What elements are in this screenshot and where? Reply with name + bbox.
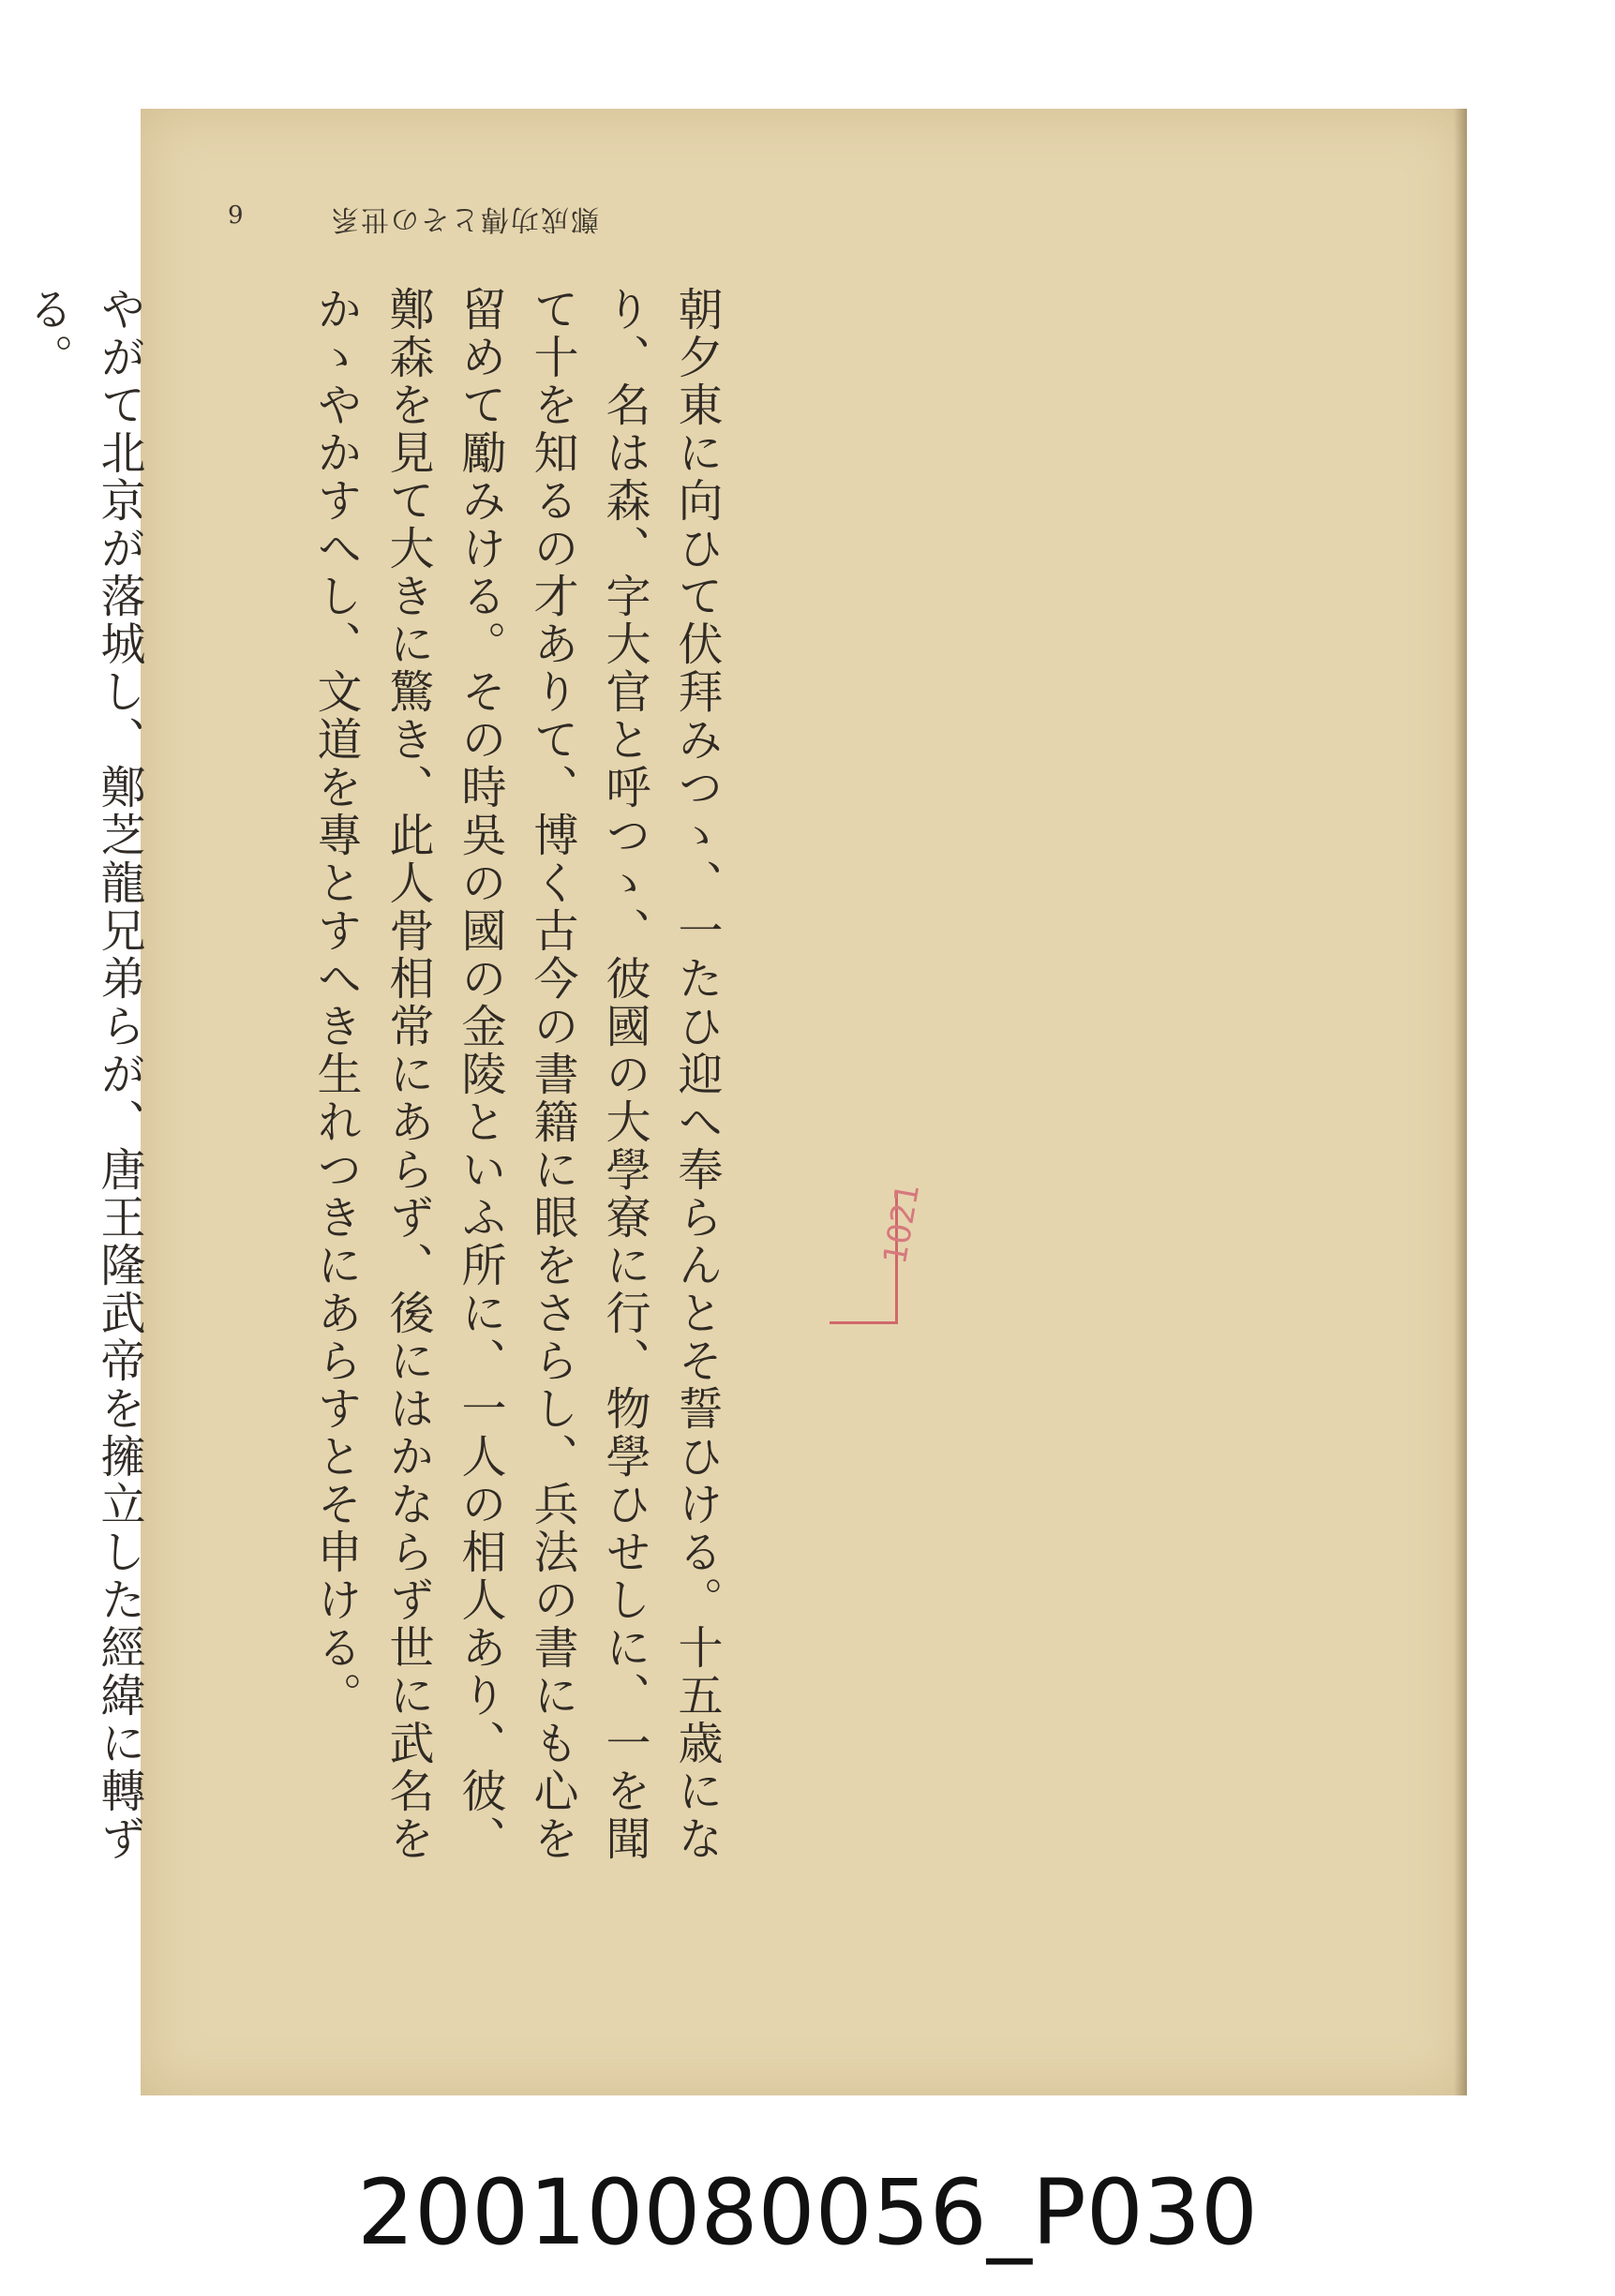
handwritten-red-number: 1021 bbox=[876, 1180, 928, 1267]
vertical-text-body bbox=[21, 286, 876, 1879]
paragraph-1: 朝夕東に向ひて伏拜みつゝ、一たひ迎へ奉らんとそ誓ひける。十五歳になり、名は森、字大官と呼つゝ、彼國の大學寮に行、物學ひせしに、一を聞て十を知るの才ありて、博く古今の書籍に眼をさらし、兵法の書にも心を留めて勵みける。その時吳の國の金陵といふ所に、一人の相人あり、彼、鄭森を見て大きに驚き、此人骨相常にあらず、後にはかならず世に武名をかゝやかすへし、文道を專とすへき生れつきにあらすとそ申ける。 bbox=[309, 286, 723, 1863]
catalog-id-label: 20010080056_P030 bbox=[357, 2160, 1258, 2265]
running-title: 鄭成功傳とその世系 bbox=[329, 202, 599, 235]
page-number: 9 bbox=[228, 201, 244, 230]
paragraph-2: やがて北京が落城し、鄭芝龍兄弟らが、唐王隆武帝を擁立した經緯に轉ずる。 bbox=[21, 286, 145, 1863]
page-header bbox=[0, 201, 1615, 239]
